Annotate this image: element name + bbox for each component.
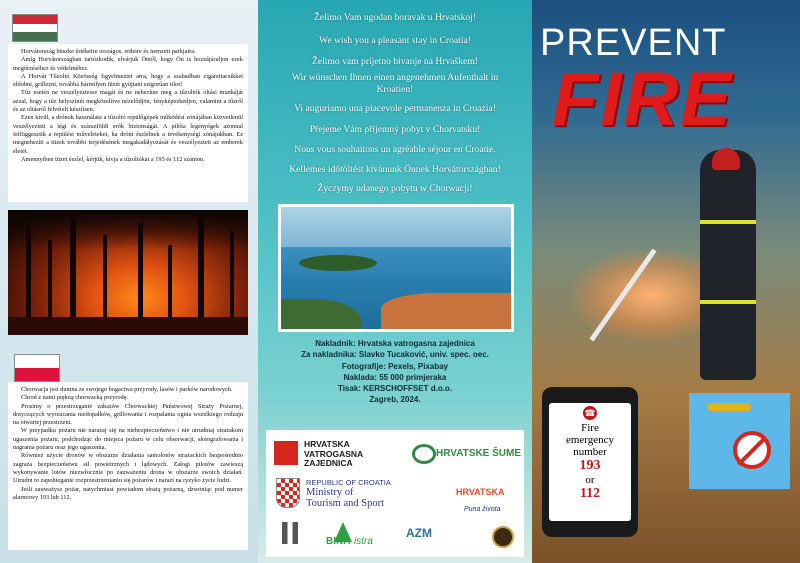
phone-number-112: 112: [579, 486, 601, 501]
sume-logo-text: HRVATSKE ŠUME: [436, 448, 522, 459]
hu-paragraph: Amennyiben tüzet észlel, kérjük, hívja a tűzoltókat a 193 és 112 számon.: [21, 155, 205, 163]
bina-logo-text: BINA: [326, 536, 351, 547]
prevent-title: PREVENT: [540, 22, 727, 64]
middle-panel: [258, 0, 532, 563]
hu-paragraph: Ezen kívül, a drónok használata a tűzoltó repülőgépek működési zónájában közvetlenül veszélyezteti a légi és szárazföldi erők biztonságát. A pilóta legényégek azonnal felfüggesztik a repülési műveleteket, ha drónt észlelnek a tevékenységi zónájukban. Ez megnehezíti a tüzek további terjedésének megakadályozását és veszélyezteti az emberek életét.: [13, 114, 243, 155]
hu-paragraph: Amíg Horvátországban tartózkodik, elvárjuk Öntől, hogy Ön is hozzájáruljon ezek megőrzéséhez és védelméhez.: [13, 56, 243, 72]
hvz-flame-icon: [274, 441, 298, 465]
sume-tree-icon: [412, 444, 436, 464]
hrvatska-logo-text: HRVATSKA: [456, 487, 505, 497]
hvz-line: ZAJEDNICA: [304, 458, 353, 468]
hungary-flag-icon: [12, 14, 58, 42]
left-panel: [0, 0, 258, 563]
poland-flag-icon: [14, 354, 60, 382]
phone-screen: [549, 403, 631, 521]
emergency-phone: [542, 387, 638, 537]
credits-block: [258, 338, 532, 406]
polish-text-block: [8, 382, 248, 550]
dubrovnik-photo: [278, 204, 514, 332]
right-panel: [532, 0, 800, 563]
hvz-line: HRVATSKA: [304, 439, 350, 449]
sponsor-seal-icon: [492, 526, 514, 548]
hu-paragraph: A Horvát Tűzoltó Közösség figyelmeztet arra, hogy a szabadban cigarettacsikket eldobni, grillezni, továbbá bármilyen tüzet gyújtani szigorúan tilos!: [13, 72, 243, 89]
ministry-logo-text: [306, 478, 391, 509]
greeting-line: Wir wünschen Ihnen einen angenehmen Aufenthalt in Kroatien!: [291, 72, 499, 95]
greeting-line: Želimo vam prijetno bivanje na Hrvaškem!: [312, 56, 478, 67]
credit-line: Za nakladnika: Slavko Tucaković, univ. spec. oec.: [301, 350, 489, 360]
pl-paragraph: W przypadku pożaru nie narażaj się na niebezpieczeństwo i nie utrudniaj strażakom ugaszenia pożaru, podchodząc do miejsca pożaru w celu obserwacji, słotografowania i nagrania pożaru oraz jego ugaszenia.: [13, 427, 243, 452]
hu-paragraph: Tűz esetén ne veszélyeztesse magát és ne nehezítse meg a tűzoltók oltási munkáját azzal, hogy a tűz helyszínét megközelítve nézelődjön, fényképezkedjen, valamint a tűzről és az oltásról felvételt készítsen.: [13, 89, 243, 114]
phone-number-193: 193: [579, 458, 601, 473]
credit-line: Zagreb, 2024.: [369, 395, 421, 405]
phone-handset-icon: ☎: [584, 408, 596, 418]
credit-line: Tisak: KERSCHOFFSET d.o.o.: [337, 384, 453, 394]
partner-logos: [266, 430, 524, 557]
pl-paragraph: Również użycie dronów w obszarze działania samolotów strażackich bezpośrednio zagraża bezpieczeństwu sił powietrznych i lądowych. Załogi pilotów zawieszą wykonywanie lotów niezwłocznie po zauważeniu drona w obszarze swoich działań. Utrudni to zapobieganie rozprzestrzenianiu się pożarów i narazi na ryzyko życie ludzi.: [13, 452, 243, 485]
azm-logo-text: AZM: [406, 526, 432, 540]
greeting-line: Nous vous souhaitons un agréable séjour en Croatie.: [294, 144, 496, 155]
greeting-line: Życzymy udanego pobytu w Chorwacji!: [317, 183, 473, 194]
no-drone-sign: [689, 393, 790, 489]
greeting-line: Vi auguriamo una piacevole permanenza in Croazia!: [294, 103, 496, 114]
ministry-line: Ministry of: [306, 487, 354, 498]
phone-text: number: [573, 446, 607, 458]
hungarian-text-block: [8, 44, 248, 202]
greeting-line: We wish you a pleasant stay in Croatia!: [319, 35, 471, 46]
ministry-line: REPUBLIC OF CROATIA: [306, 478, 391, 487]
greeting-line: Přejeme Vám příjemný pobyt v Chorvatsku!: [309, 124, 481, 135]
fire-title: FIRE: [552, 57, 734, 142]
croatia-coat-of-arms-icon: [276, 478, 300, 508]
phone-text: Fire: [581, 422, 599, 434]
pl-paragraph: Prosimy o przestrzeganie zakazów Chorwackiej Państwowej Straży Pożarnej, dotyczących wyrzucania niedopałków, grillowania i rozpalania ognia wszelkiego rodzaju na otwartej przestrzeni.: [13, 402, 243, 427]
firefighting-plane-icon: [707, 403, 751, 411]
no-drone-icon: [733, 431, 771, 469]
hu-paragraph: Horvátország büszke értékeire országos, erdeire és nemzeti parkjaira.: [21, 48, 196, 55]
hvz-line: VATROGASNA: [304, 448, 364, 459]
credit-line: Naklada: 55 000 primjeraka: [343, 372, 447, 382]
ministry-line: Tourism and Sport: [306, 498, 385, 509]
credit-line: Nakladnik: Hrvatska vatrogasna zajednica: [315, 339, 475, 348]
greeting-line: Želimo Vam ugodan boravak u Hrvatskoj!: [313, 12, 477, 23]
puna-zivota-text: Puna života: [464, 506, 501, 513]
credit-line: Fotografije: Pexels, Pixabay: [341, 361, 449, 371]
istra-logo-text: istra: [354, 536, 373, 547]
forest-fire-photo: [8, 210, 248, 335]
hvz-logo-text: [304, 440, 363, 469]
phone-text: emergency: [565, 434, 615, 446]
pl-paragraph: Jeśli zauważysz pożar, natychmiast powiadom strażą pożarną, dzwoniąc pod numer alarmowy 193 lub 112.: [13, 485, 243, 501]
hac-logo-icon: [282, 522, 298, 544]
greeting-line: Kellemes időtöltést kívánunk Önnek Horvátországban!: [289, 164, 501, 175]
pl-paragraph: Chorwacja jest dumna ze swojego bogactwa przyrody, lasów i parków narodowych.: [21, 386, 233, 393]
pl-paragraph: Chroń z nami piękną chorwacką przyrodę.: [21, 394, 129, 402]
phone-text: or: [585, 474, 595, 486]
